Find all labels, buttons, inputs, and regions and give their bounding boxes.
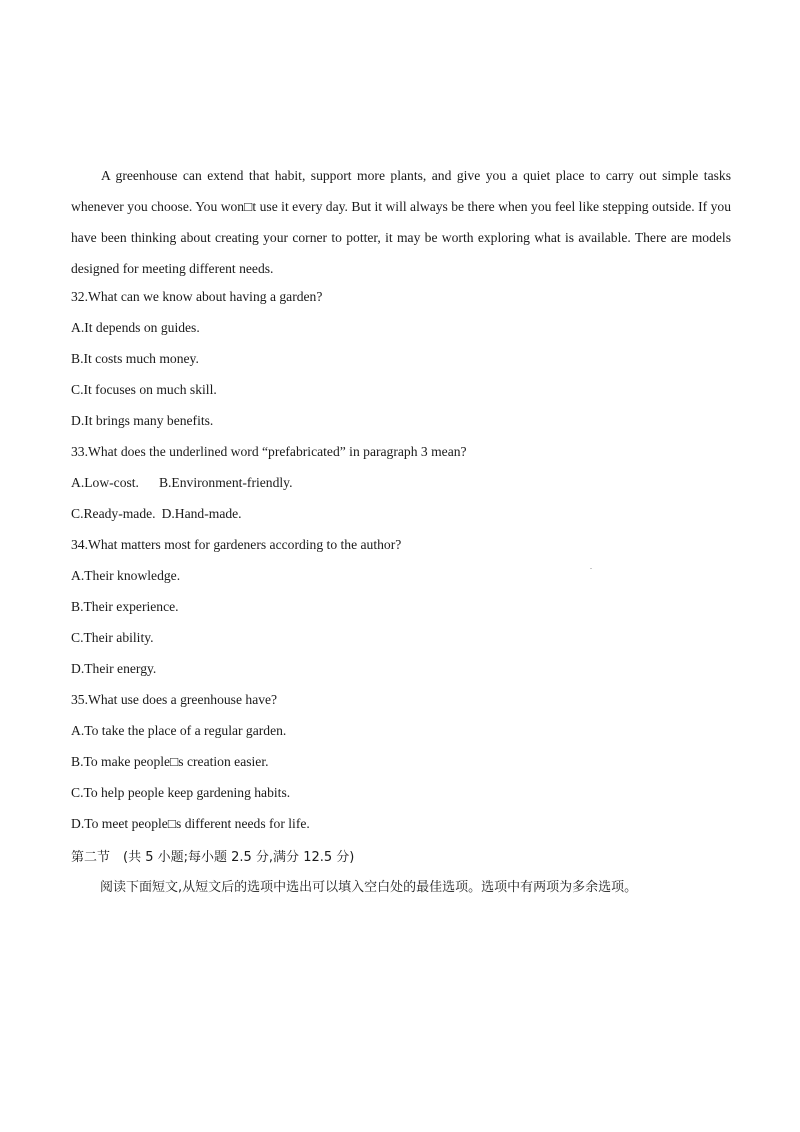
- question-32-stem: 32.What can we know about having a garden?: [71, 289, 323, 304]
- question-32-option-a: A.It depends on guides.: [71, 320, 200, 335]
- question-33-option-row-2: [71, 506, 242, 522]
- question-33-option-d: D.Hand-made.: [161, 506, 242, 521]
- question-35-option-d: D.To meet people□s different needs for life.: [71, 816, 310, 831]
- section-title: 第二节 (共 5 小题;每小题 2.5 分,满分 12.5 分): [71, 850, 355, 865]
- section-instructions: 阅读下面短文,从短文后的选项中选出可以填入空白处的最佳选项。选项中有两项为多余选项。: [100, 880, 638, 895]
- question-34-option-a: A.Their knowledge.: [71, 568, 181, 583]
- question-34-stem: 34.What matters most for gardeners according to the author?: [71, 537, 402, 552]
- question-35-option-b: B.To make people□s creation easier.: [71, 754, 269, 769]
- question-35-option-a: A.To take the place of a regular garden.: [71, 723, 287, 738]
- question-33-option-row-1: [71, 475, 292, 491]
- question-33-stem: 33.What does the underlined word “prefabricated” in paragraph 3 mean?: [71, 444, 467, 459]
- question-33-option-b: B.Environment-friendly.: [158, 475, 293, 490]
- question-34-option-c: C.Their ability.: [71, 630, 154, 645]
- question-35-stem: 35.What use does a greenhouse have?: [71, 692, 278, 707]
- question-33-option-a: A.Low-cost.: [71, 475, 139, 490]
- question-34-option-b: B.Their experience.: [71, 599, 179, 614]
- reading-passage-paragraph: A greenhouse can extend that habit, support more plants, and give you a quiet place to carry out simple tasks whenever you choose. You won□t use it every day. But it will always be there when you feel like stepping outside. If you have been thinking about creating your corner to potter, it may be worth exploring what is available. There are models designed for meeting different needs.: [71, 168, 731, 276]
- question-34-option-d: D.Their energy.: [71, 661, 157, 676]
- question-32-option-c: C.It focuses on much skill.: [71, 382, 217, 397]
- question-35-option-c: C.To help people keep gardening habits.: [71, 785, 291, 800]
- question-32-option-b: B.It costs much money.: [71, 351, 199, 366]
- scan-speck: [590, 568, 592, 569]
- question-33-option-c: C.Ready-made.: [71, 506, 156, 521]
- question-32-option-d: D.It brings many benefits.: [71, 413, 214, 428]
